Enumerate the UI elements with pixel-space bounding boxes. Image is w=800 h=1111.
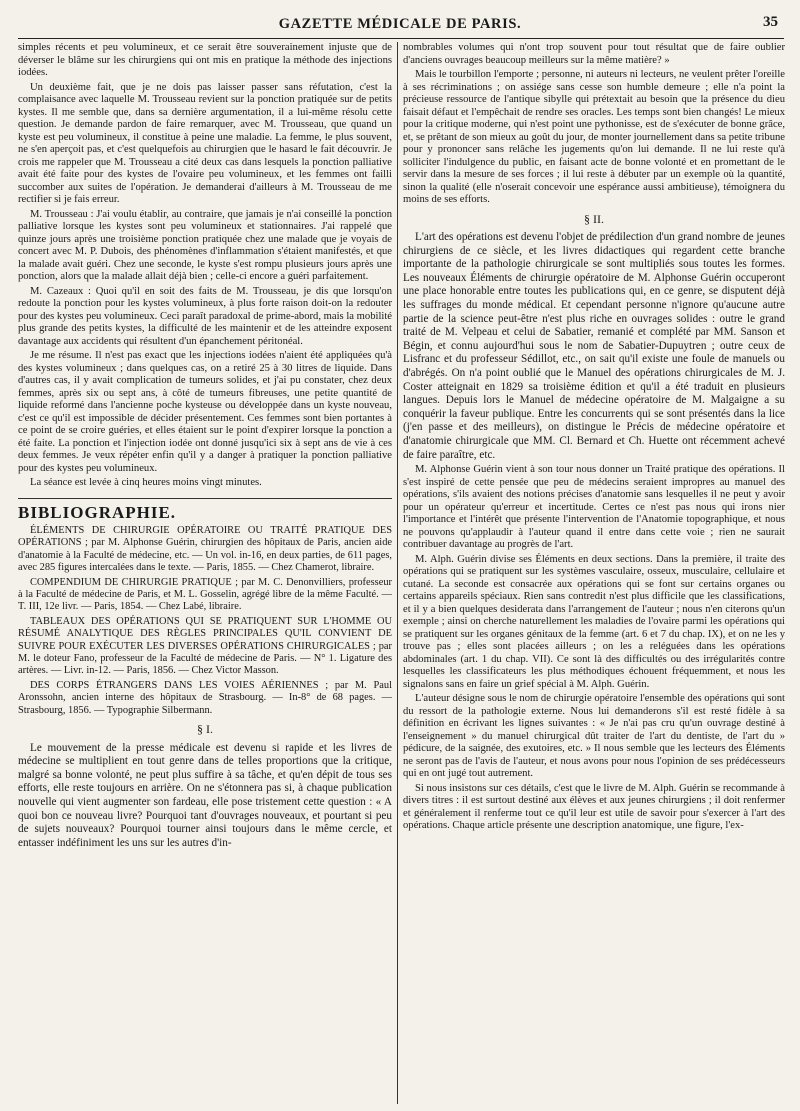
paragraph: Je me résume. Il n'est pas exact que les injections iodées n'aient été appliquées qu'à des kystes volumineux ; dans quelques cas, on a retiré 25 à 30 litres de liquide. Dans d'autres cas, il y avait complication de tumeurs solides, et j'ai pu constater, chez deux femmes, après six ou sept ans, à côté de tumeurs fibreuses, une petite quantité de liquide reformé dans l'ancienne poche kysteuse ou développée dans un kyste nouveau, c'est ce qu'il est impossible de décider présentement. Ces femmes sont bien portantes à ce point de se croire guéries, et elles étaient sur le point d'expirer lorsque la ponction a été faite. La ponction et l'injection iodée ont donné jusqu'ici six à sept ans de vie à ces deux femmes. Je veux répéter enfin qu'il y a danger à pratiquer la ponction palliative pour des kystes peu volumineux. [18,350,392,474]
bibliography-entry: DES CORPS ÉTRANGERS DANS LES VOIES AÉRIENNES ; par M. Paul Aronssohn, ancien interne des hôpitaux de Strasbourg. — In-8° de 68 pages. — Strasbourg, 1856. — Typographie Silbermann. [18,679,392,716]
paragraph: Un deuxième fait, que je ne dois pas laisser passer sans réfutation, c'est la complaisance avec laquelle M. Trousseau revient sur la ponction pratiquée sur de petits kystes. Il me semble que, dans sa dernière argumentation, il a lui-même résolu cette question. Je demande pardon de faire remarquer, avec M. Trousseau, que quand un kyste est peu volumineux, il constitue à peine une maladie. La femme, le plus souvent, ne s'en aperçoit pas, et c'est quelquefois au chirurgien que le hasard le fait découvrir. Je crois me rappeler que M. Trousseau a cité deux cas dans lesquels la ponction palliative avait été faite pour des kystes de l'ovaire peu volumineux, et les femmes ont failli succomber aux suites de l'opération. Je demanderai d'ailleurs à M. Trousseau de me rectifier si je fais erreur. [18,81,392,205]
page-header [18,14,782,40]
column-divider [397,42,398,1104]
journal-title: GAZETTE MÉDICALE DE PARIS. [278,16,522,32]
bibliography-heading: BIBLIOGRAPHIE. [18,502,177,522]
paragraph: Le mouvement de la presse médicale est devenu si rapide et les livres de médecine se multiplient en tout genre dans de telles proportions que la critique, malgré sa bonne volonté, ne peut plus suffire à sa tâche, et qu'en dépit de tous ses efforts, elle reste toujours en arrière. On ne s'étonnera pas si, à chaque publication nouvelle qui vient augmenter son fardeau, elle pose tristement cette question : « A quoi bon ce nouveau livre? Pourquoi tant d'ouvrages nouveaux, et pourtant si peu de sujets nouveaux? Pourquoi tourner ainsi toujours dans le même cercle, et entasser indéfiniment les uns sur les autres d'in- [18,741,392,849]
paragraph: M. Alph. Guérin divise ses Éléments en deux sections. Dans la première, il traite des opérations qui se pratiquent sur les systèmes vasculaire, osseux, musculaire, cellulaire et cutané. La seconde est consacrée aux opérations qui se font sur certains organes ou certains appareils spéciaux. Rien sans contredit n'est plus difficile que les classifications, et il y a bien quelques desiderata dans l'arrangement de l'auteur ; nous n'en citerons qu'un exemple ; ainsi on cherche naturellement les maladies de l'ovaire parmi les opérations qui se pratiquent sur les organes génitaux de la femme (art. 6 et 7 du chap. IX), et on ne les y trouve pas ; elles sont placées ailleurs ; on les a reléguées dans les opérations abdominales (art. 1 du chap. VII). Ce sont là des difficultés ou des irrégularités contre lesquelles les classificateurs les plus méthodiques échouent fréquemment, et nous les signalons sans en faire un grief spécial à M. Alph. Guérin. [403,553,785,690]
bibliography-entry: ÉLÉMENTS DE CHIRURGIE OPÉRATOIRE OU TRAITÉ PRATIQUE DES OPÉRATIONS ; par M. Alphonse Guérin, chirurgien des hôpitaux de Paris, ancien aide d'anatomie à la Faculté de médecine, etc. — Un vol. in-16, en deux parties, de 611 pages, avec 285 figures intercalées dans le texte. — Paris, 1855. — Chez Chamerot, libraire. [18,525,392,574]
bibliography-entry: COMPENDIUM DE CHIRURGIE PRATIQUE ; par M. C. Denonvilliers, professeur à la Faculté de médecine de Paris, et M. L. Gosselin, agrégé libre de la même Faculté. — T. III, 12e livr. — Paris, 1854. — Chez Labé, libraire. [18,576,392,613]
section-heading: § II. [584,211,604,226]
page-number: 35 [763,14,778,30]
right-column [403,42,785,1102]
paragraph: M. Alphonse Guérin vient à son tour nous donner un Traité pratique des opérations. Il s'est inspiré de cette pensée que peu de médecins seraient impropres au manuel des opérations, s'ils avaient des notions précises d'anatomie sans lesquelles il ne peut y avoir pour un opérateur qu'erreur et incertitude. Certes ce n'est pas nous qui irons nier l'importance et l'intérêt que présente l'intervention de l'Anatomie topographique, et nous ne pouvons qu'applaudir à l'auteur quand il entre dans cette voie ; rien ne saurait contribuer davantage au progrès de l'art. [403,464,785,551]
left-column [18,42,392,1102]
bibliography-entry: TABLEAUX DES OPÉRATIONS QUI SE PRATIQUENT SUR L'HOMME OU RÉSUMÉ ANALYTIQUE DES RÈGLES PRINCIPALES QU'IL CONVIENT DE SUIVRE POUR EXÉCUTER LES DIVERSES OPÉRATIONS CHIRURGICALES ; par M. le doteur Fano, professeur de la Faculté de médecine de Paris. — N° 1. Ligature des artères. — Livr. in-12. — Paris, 1856. — Chez Victor Masson. [18,615,392,677]
paragraph: Si nous insistons sur ces détails, c'est que le livre de M. Alph. Guérin se recommande à divers titres : il est surtout destiné aux élèves et aux jeunes chirurgiens ; il doit renfermer et généralement il renferme tout ce qu'il leur est utile de savoir pour s'exercer à l'art des opérations. Chaque article présente une description anatomique, une figure, l'ex- [403,782,785,832]
paragraph: nombrables volumes qui n'ont trop souvent pour tout résultat que de faire oublier d'anciens ouvrages beaucoup meilleurs sur la même matière? » [403,42,785,66]
paragraph: M. Cazeaux : Quoi qu'il en soit des faits de M. Trousseau, je dis que lorsqu'on redoute la ponction pour les kystes volumineux, à plus forte raison doit-on la redouter pour des kystes peu volumineux. Ceci paraît paradoxal de prime-abord, mais la mobilité plus grande des petits kystes, la difficulté de les maintenir et de les atteindre exposent davantage aux accidents qui résultent d'un épanchement péritonéal. [18,285,392,347]
paragraph: Mais le tourbillon l'emporte ; personne, ni auteurs ni lecteurs, ne veulent prêter l'oreille à ses récriminations ; on assiége sans cesse son humble demeure ; elle n'a point la précieuse ressource de l'antique sibylle qui prétextait au besoin que la présence du dieu faisait défaut et l'empêchait de rendre ses oracles. Les temps sont bien changés! Le mieux pour la critique moderne, qui n'est point une pythonisse, est de s'exécuter de bonne grâce, et, se prêtant de son mieux au goût du jour, de monter journellement dans sa petite tribune pour y prononcer sans relâche les jugements qu'on lui demande. Il ne lui reste qu'à solliciter l'indulgence du public, en faisant acte de bonne volonté et en promettant de le servir dans la mesure de ses forces ; il lui reste à débuter par un exemple où la quantité, sinon la qualité (elle n'oserait concevoir une espérance aussi ambitieuse), témoignera du moins de ses efforts. [403,69,785,205]
section-rule [18,498,392,499]
paragraph: L'auteur désigne sous le nom de chirurgie opératoire l'ensemble des opérations qui sont du ressort de la pathologie externe. Nous lui demanderons s'il est resté fidèle à sa définition en écrivant les lignes suivantes : « Je n'ai pas cru qu'un ouvrage destiné à l'enseignement » du manuel chirurgical dût traiter de l'art du dentiste, de l'art du » pédicure, de la saignée, des exutoires, etc. » Il nous semble que les lecteurs des Éléments ne seront pas de l'avis de l'auteur, et nous avons pour nous l'opinion de ses prédécesseurs qui en ont jugé tout autrement. [403,693,785,780]
paragraph: simples récents et peu volumineux, et ce serait être souverainement injuste que de déverser le blâme sur les chirurgiens qui ont mis en pratique la méthode des injections iodées. [18,42,392,78]
paragraph: L'art des opérations est devenu l'objet de prédilection d'un grand nombre de jeunes chirurgiens de ce siècle, et les livres didactiques qui regardent cette branche importante de la pathologie chirurgicale se sont multipliés sous toutes les formes. Les nouveaux Éléments de chirurgie opératoire de M. Alphonse Guérin occuperont une place honorable entre toutes les publications qui, en ce genre, se disputent déjà les suffrages du monde médical. Et cependant personne n'ignore qu'aucune autre partie de la science peut-être n'est plus riche en ouvrages solides : outre le grand traité de M. Velpeau et celui de Sabatier, remanié et complété par MM. Sanson et Bégin, et connu aujourd'hui sous le nom de Sabatier-Dupuytren ; outre ceux de Lisfranc et du professeur Sédillot, etc., on sait qu'il existe une foule de manuels ou d'abrégés. On n'a point oublié que le Manuel des opérations chirurgicales de M. J. Coster atteignait en 1829 sa troisième édition et qu'il a été traduit en plusieurs langues. Depuis lors le Manuel de médecine opératoire de M. Malgaigne a su conquérir la faveur publique. Entre les concurrents qui se sont présentés dans la lice (j'en passe et des meilleurs), on distingue le Précis de médecine opératoire et d'anatomie chirurgicale que MM. Cl. Bernard et Ch. Huette ont récemment achevé de faire paraître, etc. [403,231,785,461]
paragraph: M. Trousseau : J'ai voulu établir, au contraire, que jamais je n'ai conseillé la ponction palliative lorsque les kystes sont peu volumineux et stationnaires. J'ai rappelé que quinze jours après une troisième ponction pratiquée chez une malade que je voyais de concert avec M. P. Dubois, des phénomènes d'inflammation s'étaient manifestés, et que la malade avait guéri. Chez une seconde, le kyste s'est rompu plusieurs jours après une ponction, alors que la malade allait déjà bien ; celle-ci encore a guéri parfaitement. [18,208,392,282]
header-rule [18,38,784,39]
session-closing: La séance est levée à cinq heures moins vingt minutes. [30,477,262,488]
section-heading: § I. [197,722,213,737]
